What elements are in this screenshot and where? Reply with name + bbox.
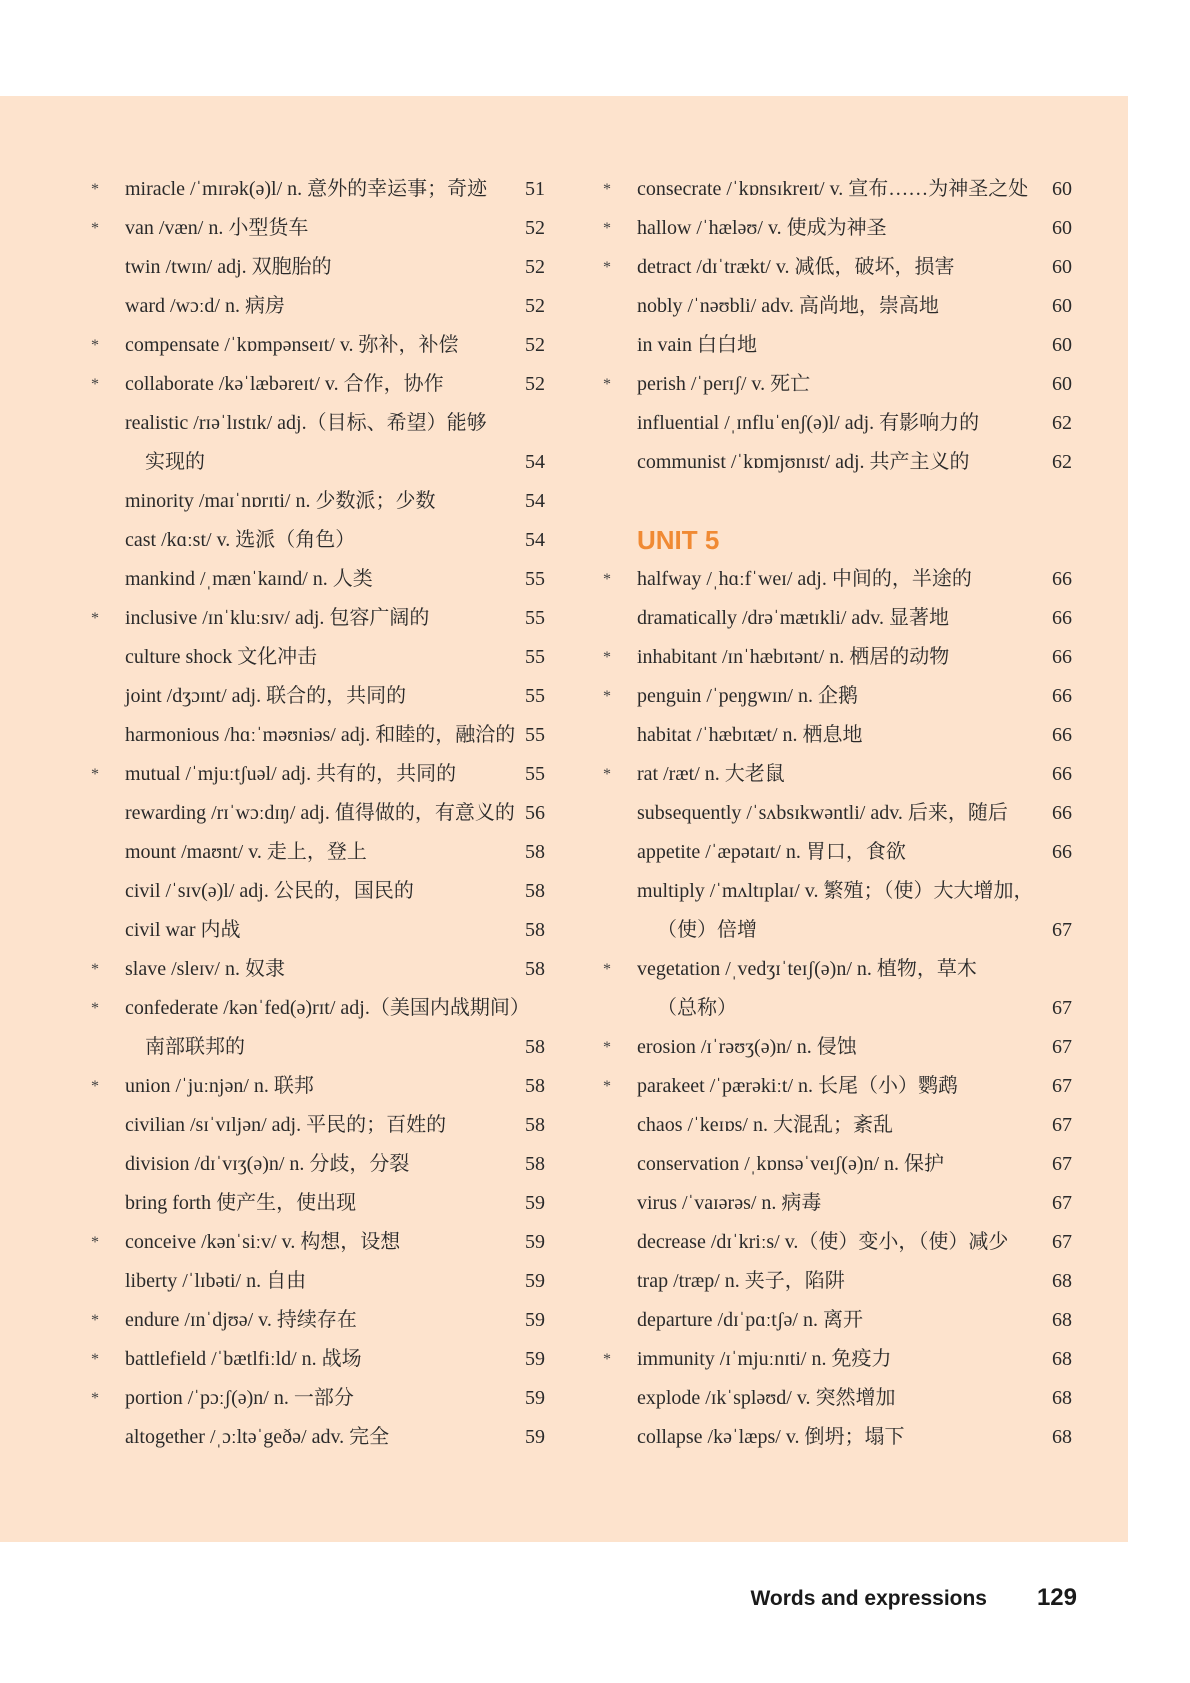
asterisk-icon: * <box>603 259 611 276</box>
right-entries-bottom <box>603 560 1077 1457</box>
entry-text: perish /ˈperɪʃ/ v. 死亡 <box>637 373 811 395</box>
entry-page: 67 <box>1052 1036 1072 1058</box>
entry-page: 58 <box>525 841 545 863</box>
entry-page: 58 <box>525 880 545 902</box>
entry-text: 南部联邦的 <box>145 1036 245 1058</box>
vocab-entry <box>105 560 545 599</box>
entry-text: harmonious /hɑːˈməʊniəs/ adj. 和睦的，融洽的 <box>125 724 516 746</box>
entry-text: endure /ɪnˈdjʊə/ v. 持续存在 <box>125 1309 357 1331</box>
vocab-entry <box>603 677 1077 716</box>
entry-page: 52 <box>525 295 545 317</box>
vocab-entry <box>603 365 1077 404</box>
entry-text: chaos /ˈkeɪɒs/ n. 大混乱；紊乱 <box>637 1114 893 1136</box>
asterisk-icon: * <box>603 1078 611 1095</box>
vocab-entry <box>105 638 545 677</box>
vocab-entry <box>91 326 545 365</box>
entry-text: union /ˈjuːnjən/ n. 联邦 <box>125 1075 314 1097</box>
vocab-entry <box>617 911 1077 950</box>
vocab-entry <box>617 599 1077 638</box>
entry-page: 55 <box>525 646 545 668</box>
vocab-entry <box>105 911 545 950</box>
vocab-entry <box>105 1106 545 1145</box>
entry-text: cast /kɑːst/ v. 选派（角色） <box>125 529 356 551</box>
entry-page: 67 <box>1052 997 1072 1019</box>
entry-text: rewarding /rɪˈwɔːdɪŋ/ adj. 值得做的，有意义的 <box>125 802 515 824</box>
entry-text: van /væn/ n. 小型货车 <box>125 217 309 239</box>
entry-text: civilian /sɪˈvɪljən/ adj. 平民的；百姓的 <box>125 1114 447 1136</box>
vocab-entry <box>617 872 1077 911</box>
asterisk-icon: * <box>603 1039 611 1056</box>
entry-text: joint /dʒɔɪnt/ adj. 联合的，共同的 <box>125 685 407 707</box>
left-column <box>91 170 545 1457</box>
vocab-entry <box>91 1223 545 1262</box>
entry-text: civil /ˈsɪv(ə)l/ adj. 公民的，国民的 <box>125 880 414 902</box>
entry-page: 59 <box>525 1270 545 1292</box>
vocab-entry <box>105 287 545 326</box>
entry-text: in vain 白白地 <box>637 334 757 356</box>
vocab-entry <box>603 560 1077 599</box>
vocab-entry <box>603 1067 1077 1106</box>
entry-text: confederate /kənˈfed(ə)rɪt/ adj.（美国内战期间） <box>125 997 530 1019</box>
entry-text: subsequently /ˈsʌbsɪkwəntli/ adv. 后来，随后 <box>637 802 1008 824</box>
footer-title: Words and expressions <box>750 1587 987 1610</box>
vocab-entry <box>105 404 545 443</box>
right-entries-top <box>603 170 1077 482</box>
entry-text: 实现的 <box>145 451 205 473</box>
asterisk-icon: * <box>91 337 99 354</box>
entry-text: penguin /ˈpeŋgwɪn/ n. 企鹅 <box>637 685 858 707</box>
entry-page: 68 <box>1052 1309 1072 1331</box>
asterisk-icon: * <box>603 649 611 666</box>
asterisk-icon: * <box>91 961 99 978</box>
entry-page: 54 <box>525 490 545 512</box>
entry-text: altogether /ˌɔːltəˈgeðə/ adv. 完全 <box>125 1426 390 1448</box>
entry-text: explode /ɪkˈspləʊd/ v. 突然增加 <box>637 1387 896 1409</box>
entry-text: miracle /ˈmɪrək(ə)l/ n. 意外的幸运事；奇迹 <box>125 178 488 200</box>
entry-text: ward /wɔːd/ n. 病房 <box>125 295 285 317</box>
entry-page: 52 <box>525 256 545 278</box>
asterisk-icon: * <box>91 181 99 198</box>
asterisk-icon: * <box>91 610 99 627</box>
entry-page: 51 <box>525 178 545 200</box>
asterisk-icon: * <box>91 1390 99 1407</box>
entry-page: 59 <box>525 1192 545 1214</box>
page-number: 129 <box>1036 1584 1077 1611</box>
right-column <box>603 170 1077 1457</box>
entry-text: portion /ˈpɔːʃ(ə)n/ n. 一部分 <box>125 1387 354 1409</box>
vocab-entry <box>603 755 1077 794</box>
asterisk-icon: * <box>603 766 611 783</box>
entry-page: 66 <box>1052 685 1072 707</box>
vocab-entry <box>617 404 1077 443</box>
entry-page: 67 <box>1052 1192 1072 1214</box>
entry-text: mount /maʊnt/ v. 走上，登上 <box>125 841 367 863</box>
vocab-entry <box>91 1301 545 1340</box>
entry-text: minority /maɪˈnɒrɪti/ n. 少数派；少数 <box>125 490 436 512</box>
entry-page: 60 <box>1052 178 1072 200</box>
entry-page: 59 <box>525 1387 545 1409</box>
entry-text: battlefield /ˈbætlfiːld/ n. 战场 <box>125 1348 362 1370</box>
entry-text: communist /ˈkɒmjʊnɪst/ adj. 共产主义的 <box>637 451 970 473</box>
entry-text: mutual /ˈmjuːtʃuəl/ adj. 共有的，共同的 <box>125 763 457 785</box>
vocab-entry <box>617 326 1077 365</box>
entry-text: inhabitant /ɪnˈhæbɪtənt/ n. 栖居的动物 <box>637 646 950 668</box>
vocab-entry <box>91 1067 545 1106</box>
vocab-entry <box>617 833 1077 872</box>
asterisk-icon: * <box>91 1000 99 1017</box>
entry-page: 52 <box>525 334 545 356</box>
vocab-entry <box>617 1301 1077 1340</box>
entry-text: slave /sleɪv/ n. 奴隶 <box>125 958 285 980</box>
entry-page: 58 <box>525 1153 545 1175</box>
entry-page: 67 <box>1052 1231 1072 1253</box>
entry-text: inclusive /ɪnˈkluːsɪv/ adj. 包容广阔的 <box>125 607 430 629</box>
unit-heading: UNIT 5 <box>637 525 720 555</box>
asterisk-icon: * <box>91 1351 99 1368</box>
asterisk-icon: * <box>603 571 611 588</box>
vocab-entry <box>617 1418 1077 1457</box>
entry-page: 62 <box>1052 412 1072 434</box>
vocab-entry <box>105 716 545 755</box>
vocab-entry <box>617 1184 1077 1223</box>
vocab-entry <box>91 170 545 209</box>
entry-text: civil war 内战 <box>125 919 241 941</box>
vocab-entry <box>105 1184 545 1223</box>
entry-page: 67 <box>1052 1153 1072 1175</box>
vocab-entry <box>603 638 1077 677</box>
entry-page: 66 <box>1052 646 1072 668</box>
entry-text: mankind /ˌmænˈkaɪnd/ n. 人类 <box>125 568 373 590</box>
vocab-entry <box>105 677 545 716</box>
vocab-entry <box>617 989 1077 1028</box>
entry-text: parakeet /ˈpærəkiːt/ n. 长尾（小）鹦鹉 <box>637 1075 959 1097</box>
entry-page: 62 <box>1052 451 1072 473</box>
vocab-entry <box>105 1145 545 1184</box>
entry-page: 58 <box>525 1075 545 1097</box>
entry-text: twin /twɪn/ adj. 双胞胎的 <box>125 256 332 278</box>
asterisk-icon: * <box>91 376 99 393</box>
vocab-entry <box>91 989 545 1028</box>
vocab-entry <box>105 1028 545 1067</box>
entry-text: realistic /rɪəˈlɪstɪk/ adj.（目标、希望）能够 <box>125 412 487 434</box>
entry-text: （使）倍增 <box>657 919 757 941</box>
entry-page: 56 <box>525 802 545 824</box>
entry-page: 58 <box>525 919 545 941</box>
asterisk-icon: * <box>91 220 99 237</box>
entry-page: 66 <box>1052 763 1072 785</box>
entry-text: multiply /ˈmʌltɪplaɪ/ v. 繁殖；（使）大大增加， <box>637 880 1034 902</box>
entry-page: 59 <box>525 1309 545 1331</box>
asterisk-icon: * <box>91 1078 99 1095</box>
vocab-entry <box>91 599 545 638</box>
entry-text: collaborate /kəˈlæbəreɪt/ v. 合作，协作 <box>125 373 444 395</box>
entry-text: conservation /ˌkɒnsəˈveɪʃ(ə)n/ n. 保护 <box>637 1153 945 1175</box>
entry-page: 68 <box>1052 1387 1072 1409</box>
vocab-entry <box>617 1262 1077 1301</box>
entry-page: 54 <box>525 451 545 473</box>
vocab-entry <box>91 209 545 248</box>
vocab-entry <box>105 794 545 833</box>
entry-text: erosion /ɪˈrəʊʒ(ə)n/ n. 侵蚀 <box>637 1036 857 1058</box>
entry-page: 66 <box>1052 841 1072 863</box>
entry-page: 67 <box>1052 1075 1072 1097</box>
entry-page: 67 <box>1052 919 1072 941</box>
entry-page: 60 <box>1052 373 1072 395</box>
vocab-entry <box>105 521 545 560</box>
vocab-entry <box>91 755 545 794</box>
entry-page: 66 <box>1052 568 1072 590</box>
vocab-entry <box>105 1262 545 1301</box>
entry-text: hallow /ˈhæləʊ/ v. 使成为神圣 <box>637 217 887 239</box>
entry-page: 55 <box>525 568 545 590</box>
entry-text: rat /ræt/ n. 大老鼠 <box>637 763 785 785</box>
vocab-entry <box>105 1418 545 1457</box>
entry-text: departure /dɪˈpɑːtʃə/ n. 离开 <box>637 1309 863 1331</box>
entry-text: trap /træp/ n. 夹子，陷阱 <box>637 1270 845 1292</box>
entry-text: nobly /ˈnəʊbli/ adv. 高尚地，崇高地 <box>637 295 939 317</box>
entry-text: appetite /ˈæpətaɪt/ n. 胃口，食欲 <box>637 841 906 863</box>
entry-text: division /dɪˈvɪʒ(ə)n/ n. 分歧，分裂 <box>125 1153 410 1175</box>
entry-text: halfway /ˌhɑːfˈweɪ/ adj. 中间的，半途的 <box>637 568 972 590</box>
asterisk-icon: * <box>603 1351 611 1368</box>
vocab-entry <box>617 716 1077 755</box>
entry-page: 60 <box>1052 295 1072 317</box>
entry-page: 67 <box>1052 1114 1072 1136</box>
entry-text: influential /ˌɪnfluˈenʃ(ə)l/ adj. 有影响力的 <box>637 412 980 434</box>
entry-page: 55 <box>525 685 545 707</box>
vocab-entry <box>603 950 1077 989</box>
entry-text: compensate /ˈkɒmpənseɪt/ v. 弥补，补偿 <box>125 334 459 356</box>
entry-page: 59 <box>525 1426 545 1448</box>
vocab-entry <box>105 482 545 521</box>
asterisk-icon: * <box>91 766 99 783</box>
vocab-entry <box>617 1223 1077 1262</box>
vocab-entry <box>617 1145 1077 1184</box>
vocab-entry <box>617 794 1077 833</box>
entry-page: 60 <box>1052 334 1072 356</box>
entry-text: consecrate /ˈkɒnsɪkreɪt/ v. 宣布……为神圣之处 <box>637 178 1029 200</box>
vocab-entry <box>617 287 1077 326</box>
vocab-entry <box>617 1379 1077 1418</box>
entry-page: 68 <box>1052 1348 1072 1370</box>
entry-text: decrease /dɪˈkriːs/ v.（使）变小，（使）减少 <box>637 1231 1009 1253</box>
asterisk-icon: * <box>603 220 611 237</box>
vocab-entry <box>617 1106 1077 1145</box>
vocab-entry <box>603 248 1077 287</box>
entry-text: immunity /ɪˈmjuːnɪti/ n. 免疫力 <box>637 1348 892 1370</box>
entry-page: 66 <box>1052 724 1072 746</box>
vocab-entry <box>105 248 545 287</box>
vocab-entry <box>91 365 545 404</box>
vocab-entry <box>91 950 545 989</box>
entry-page: 68 <box>1052 1270 1072 1292</box>
entry-text: （总称） <box>657 997 737 1019</box>
entry-page: 54 <box>525 529 545 551</box>
asterisk-icon: * <box>603 961 611 978</box>
entry-text: dramatically /drəˈmætɪkli/ adv. 显著地 <box>637 607 949 629</box>
entry-page: 55 <box>525 763 545 785</box>
vocab-entry <box>105 443 545 482</box>
vocab-entry <box>105 833 545 872</box>
entry-text: collapse /kəˈlæps/ v. 倒坍；塌下 <box>637 1426 905 1448</box>
vocab-entry <box>617 443 1077 482</box>
entry-page: 58 <box>525 1036 545 1058</box>
asterisk-icon: * <box>603 376 611 393</box>
vocab-entry <box>603 170 1077 209</box>
vocab-entry <box>105 872 545 911</box>
vocab-entry <box>603 1028 1077 1067</box>
asterisk-icon: * <box>603 688 611 705</box>
entry-page: 58 <box>525 1114 545 1136</box>
asterisk-icon: * <box>91 1234 99 1251</box>
entry-page: 59 <box>525 1231 545 1253</box>
entry-page: 66 <box>1052 802 1072 824</box>
entry-text: virus /ˈvaɪərəs/ n. 病毒 <box>637 1192 822 1214</box>
entry-page: 52 <box>525 373 545 395</box>
entry-page: 66 <box>1052 607 1072 629</box>
vocab-entry <box>603 209 1077 248</box>
entry-text: habitat /ˈhæbɪtæt/ n. 栖息地 <box>637 724 863 746</box>
entry-text: conceive /kənˈsiːv/ v. 构想，设想 <box>125 1231 401 1253</box>
entry-page: 52 <box>525 217 545 239</box>
asterisk-icon: * <box>603 181 611 198</box>
entry-page: 68 <box>1052 1426 1072 1448</box>
entry-page: 60 <box>1052 256 1072 278</box>
vocab-entry <box>91 1379 545 1418</box>
entry-text: vegetation /ˌvedʒɪˈteɪʃ(ə)n/ n. 植物，草木 <box>637 958 977 980</box>
entry-page: 59 <box>525 1348 545 1370</box>
vocab-entry <box>91 1340 545 1379</box>
entry-text: detract /dɪˈtrækt/ v. 减低，破坏，损害 <box>637 256 955 278</box>
entry-page: 55 <box>525 607 545 629</box>
entry-page: 58 <box>525 958 545 980</box>
asterisk-icon: * <box>91 1312 99 1329</box>
vocab-entry <box>603 1340 1077 1379</box>
entry-text: liberty /ˈlɪbəti/ n. 自由 <box>125 1270 307 1292</box>
entry-page: 55 <box>525 724 545 746</box>
entry-text: culture shock 文化冲击 <box>125 646 318 668</box>
entry-text: bring forth 使产生，使出现 <box>125 1192 357 1214</box>
entry-page: 60 <box>1052 217 1072 239</box>
